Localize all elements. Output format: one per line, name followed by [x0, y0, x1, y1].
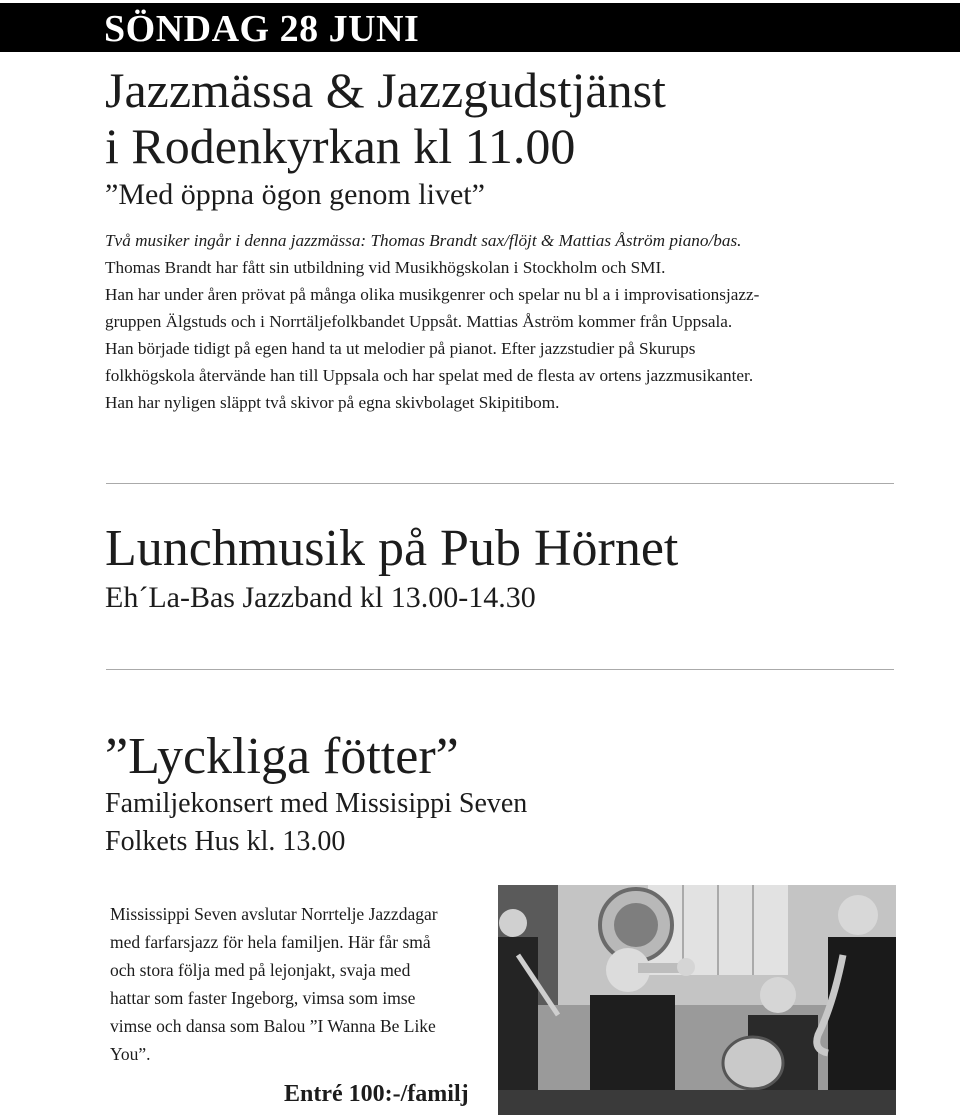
description-line: Han började tidigt på egen hand ta ut melodier på pianot. Efter jazzstudier på Skurups: [105, 339, 696, 358]
title-line: i Rodenkyrkan kl 11.00: [105, 118, 576, 174]
jazz-mass-subtitle: ”Med öppna ögon genom livet”: [105, 178, 485, 211]
description-line: Thomas Brandt har fått sin utbildning vid Musikhögskolan i Stockholm och SMI.: [105, 258, 666, 277]
lunch-music-title: Lunchmusik på Pub Hörnet: [105, 520, 679, 577]
section-divider: [106, 669, 894, 670]
band-photo: [498, 885, 896, 1115]
description-line: Två musiker ingår i denna jazzmässa: Thomas Brandt sax/flöjt & Mattias Åström piano/bas.: [105, 231, 742, 250]
description-line: vimse och dansa som Balou ”I Wanna Be Like: [110, 1016, 436, 1036]
family-concert-title: ”Lyckliga fötter”: [105, 728, 459, 785]
description-line: och stora följa med på lejonjakt, svaja med: [110, 960, 411, 980]
description-line: folkhögskola återvände han till Uppsala och har spelat med de flesta av ortens jazzmusikanter.: [105, 366, 754, 385]
title-line: Jazzmässa & Jazzgudstjänst: [105, 62, 666, 118]
description-line: med farfarsjazz för hela familjen. Här får små: [110, 932, 431, 952]
description-line: Han har nyligen släppt två skivor på egna skivbolaget Skipitibom.: [105, 393, 560, 412]
section-divider: [106, 483, 894, 484]
family-concert-subtitle: Familjekonsert med Missisippi Seven: [105, 788, 528, 819]
description-line: gruppen Älgstuds och i Norrtäljefolkbandet Uppsåt. Mattias Åström kommer från Uppsala.: [105, 312, 733, 331]
lunch-music-subtitle: Eh´La-Bas Jazzband kl 13.00-14.30: [105, 581, 536, 614]
description-line: Han har under åren prövat på många olika musikgenrer och spelar nu bl a i improvisationsjazz-: [105, 285, 760, 304]
event-date: SÖNDAG 28 JUNI: [104, 8, 420, 50]
entry-price: Entré 100:-/familj: [284, 1081, 469, 1107]
jazz-mass-title: [105, 62, 666, 174]
jazz-mass-description: [105, 227, 905, 416]
description-line: Mississippi Seven avslutar Norrtelje Jazzdagar: [110, 904, 438, 924]
family-concert-venue: Folkets Hus kl. 13.00: [105, 826, 346, 857]
description-line: You”.: [110, 1044, 151, 1064]
date-banner: [0, 3, 960, 52]
jazz-band-image: [498, 885, 896, 1115]
description-line: hattar som faster Ingeborg, vimsa som imse: [110, 988, 416, 1008]
family-concert-description: [110, 900, 490, 1068]
